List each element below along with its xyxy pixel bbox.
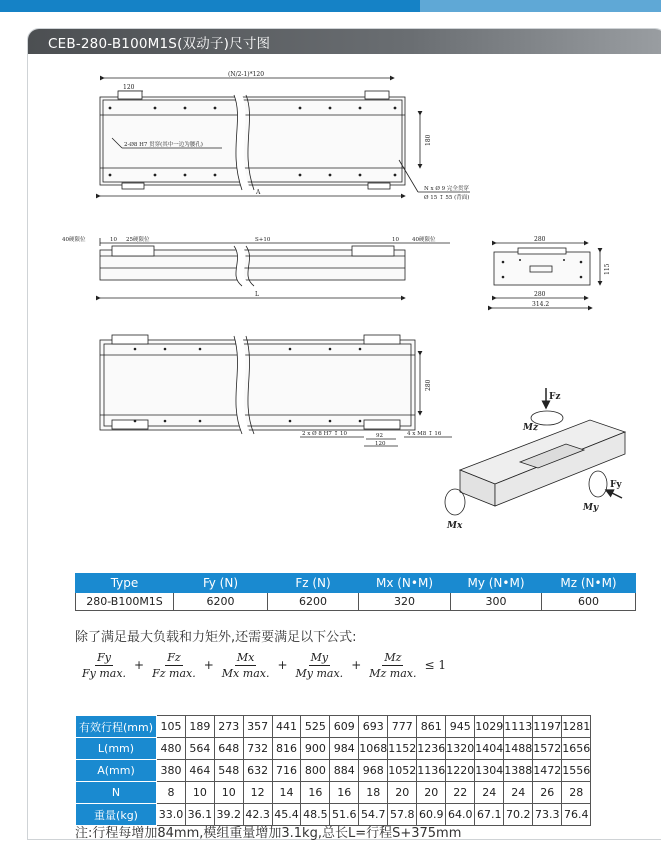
table-cell: 1388: [504, 760, 533, 782]
table-cell: 67.1: [475, 804, 504, 826]
table-cell: 70.2: [504, 804, 533, 826]
dim-115: 115: [604, 263, 611, 275]
table-cell: 45.4: [272, 804, 301, 826]
dim-L: L: [255, 291, 259, 298]
table-cell: 24: [475, 782, 504, 804]
formula-num: Fz: [167, 650, 181, 664]
table-cell: 48.5: [301, 804, 330, 826]
table-cell: 1068: [359, 738, 388, 760]
spec-header-fz: Fz (N): [268, 574, 359, 593]
spec-type: 280-B100M1S: [76, 593, 174, 611]
spec-header-mz: Mz (N•M): [542, 574, 636, 593]
table-row: [76, 738, 591, 760]
table-cell: 16: [330, 782, 359, 804]
formula-plus: +: [134, 658, 145, 672]
formula-plus: +: [203, 658, 214, 672]
table-cell: 12: [243, 782, 272, 804]
formula-plus: +: [351, 658, 362, 672]
label-fz: Fz: [549, 392, 561, 402]
table-cell: 441: [272, 716, 301, 738]
table-cell: 945: [446, 716, 475, 738]
row-label-stroke: 有效行程(mm): [76, 716, 157, 738]
load-spec-table: [75, 573, 636, 611]
table-cell: 1029: [475, 716, 504, 738]
table-cell: 1304: [475, 760, 504, 782]
hole-note: 2-Ø8 H7 贯穿(其中一边为腰孔): [124, 142, 203, 148]
formula-term: [80, 651, 128, 680]
table-cell: 76.4: [562, 804, 591, 826]
table-cell: 10: [214, 782, 243, 804]
table-cell: 57.8: [388, 804, 417, 826]
table-cell: 1320: [446, 738, 475, 760]
through-note-2: Ø 15 ↧ 55 (背面): [424, 195, 470, 201]
dim-280-bottom-view: 280: [425, 379, 432, 391]
table-cell: 609: [330, 716, 359, 738]
end-view: [492, 236, 611, 308]
pin-note: 2 x Ø 8 H7 ↧ 10: [302, 431, 348, 437]
spec-header-my: My (N•M): [451, 574, 542, 593]
formula-den: Mx max.: [221, 666, 270, 680]
table-cell: 73.3: [533, 804, 562, 826]
table-cell: 10: [185, 782, 214, 804]
table-cell: 8: [157, 782, 186, 804]
table-cell: 632: [243, 760, 272, 782]
row-label-a: A(mm): [76, 760, 157, 782]
dim-10-left: 10: [110, 237, 117, 243]
formula-num: My: [310, 650, 329, 664]
table-cell: 1197: [533, 716, 562, 738]
formula-relation: ≤ 1: [424, 658, 447, 672]
soft-limit-left: 25硬限位: [126, 237, 150, 243]
footnote: 注:行程每增加84mm,模组重量增加3.1kg,总长L=行程S+375mm: [75, 826, 462, 841]
table-cell: 1472: [533, 760, 562, 782]
table-cell: 816: [272, 738, 301, 760]
spec-my: 300: [451, 593, 542, 611]
spec-header-row: [76, 574, 636, 593]
table-cell: 14: [272, 782, 301, 804]
formula-den: Fz max.: [152, 666, 196, 680]
table-cell: 968: [359, 760, 388, 782]
bottom-view: [100, 335, 452, 447]
table-cell: 1404: [475, 738, 504, 760]
dim-120-bottom: 120: [375, 441, 386, 447]
table-cell: 60.9: [417, 804, 446, 826]
formula-num: Mx: [236, 650, 255, 664]
table-row: [76, 760, 591, 782]
formula-plus: +: [277, 658, 288, 672]
stroke-table: [75, 715, 591, 826]
table-cell: 26: [533, 782, 562, 804]
thread-note: 4 x M8 ↧ 16: [407, 431, 442, 437]
table-cell: 1052: [388, 760, 417, 782]
table-cell: 1136: [417, 760, 446, 782]
table-cell: 564: [185, 738, 214, 760]
table-cell: 732: [243, 738, 272, 760]
table-cell: 480: [157, 738, 186, 760]
table-cell: 357: [243, 716, 272, 738]
table-cell: 800: [301, 760, 330, 782]
table-cell: 1281: [562, 716, 591, 738]
row-label-weight: 重量(kg): [76, 804, 157, 826]
table-cell: 54.7: [359, 804, 388, 826]
label-mz: Mz: [523, 423, 539, 433]
table-cell: 64.0: [446, 804, 475, 826]
label-my: My: [583, 503, 599, 513]
dim-280-bottom: 280: [534, 291, 546, 298]
table-cell: 693: [359, 716, 388, 738]
table-cell: 861: [417, 716, 446, 738]
table-cell: 1488: [504, 738, 533, 760]
table-cell: 36.1: [185, 804, 214, 826]
table-cell: 105: [157, 716, 186, 738]
dim-314: 314.2: [532, 301, 550, 308]
table-cell: 777: [388, 716, 417, 738]
limit-left: 40硬限位: [62, 237, 86, 243]
iso-view: [445, 388, 625, 531]
spec-mz: 600: [542, 593, 636, 611]
table-cell: 1236: [417, 738, 446, 760]
row-label-n: N: [76, 782, 157, 804]
dim-120-top: 120: [123, 84, 135, 91]
table-cell: 20: [388, 782, 417, 804]
table-cell: 900: [301, 738, 330, 760]
through-note-1: N x Ø 9 完全贯穿: [424, 186, 469, 192]
table-cell: 884: [330, 760, 359, 782]
dim-92: 92: [376, 433, 383, 439]
side-view: [62, 235, 450, 298]
table-cell: 39.2: [214, 804, 243, 826]
table-cell: 464: [185, 760, 214, 782]
dim-A: A: [256, 189, 261, 196]
dim-10-right: 10: [392, 237, 399, 243]
table-cell: 380: [157, 760, 186, 782]
table-cell: 189: [185, 716, 214, 738]
formula-num: Fy: [97, 650, 111, 664]
dim-280-top: 280: [534, 236, 546, 243]
table-cell: 28: [562, 782, 591, 804]
dim-180: 180: [425, 134, 432, 146]
table-cell: 1220: [446, 760, 475, 782]
table-cell: 20: [417, 782, 446, 804]
table-cell: 273: [214, 716, 243, 738]
table-cell: 51.6: [330, 804, 359, 826]
table-cell: 1572: [533, 738, 562, 760]
table-cell: 16: [301, 782, 330, 804]
spec-header-type: Type: [76, 574, 174, 593]
table-cell: 1113: [504, 716, 533, 738]
table-cell: 1152: [388, 738, 417, 760]
spec-header-fy: Fy (N): [174, 574, 268, 593]
table-row: [76, 782, 591, 804]
requirement-text: 除了满足最大负载和力矩外,还需要满足以下公式:: [75, 630, 357, 645]
formula-den: Mz max.: [369, 666, 417, 680]
table-row: [76, 716, 591, 738]
table-cell: 1556: [562, 760, 591, 782]
table-row: [76, 593, 636, 611]
table-cell: 525: [301, 716, 330, 738]
table-cell: 42.3: [243, 804, 272, 826]
table-cell: 33.0: [157, 804, 186, 826]
spec-fz: 6200: [268, 593, 359, 611]
formula-num: Mz: [384, 650, 402, 664]
formula-term: [150, 651, 198, 680]
table-cell: 716: [272, 760, 301, 782]
formula-term: [367, 651, 418, 680]
limit-right: 40硬限位: [412, 237, 436, 243]
table-cell: 984: [330, 738, 359, 760]
stroke-label: S+10: [255, 237, 271, 243]
top-view: [100, 71, 470, 201]
table-cell: 18: [359, 782, 388, 804]
table-cell: 548: [214, 760, 243, 782]
spec-header-mx: Mx (N•M): [359, 574, 451, 593]
formula-term: [294, 651, 346, 680]
table-cell: 648: [214, 738, 243, 760]
formula-den: Fy max.: [82, 666, 127, 680]
spec-fy: 6200: [174, 593, 268, 611]
label-mx: Mx: [447, 521, 463, 531]
label-fy: Fy: [610, 480, 622, 490]
card-title: CEB-280-B100M1S(双动子)尺寸图: [48, 36, 271, 52]
table-cell: 22: [446, 782, 475, 804]
formula-den: My max.: [295, 666, 344, 680]
formula-term: [220, 651, 272, 680]
spec-mx: 320: [359, 593, 451, 611]
load-formula: [78, 648, 450, 682]
dim-pitch: (N/2-1)*120: [228, 71, 265, 78]
row-label-length: L(mm): [76, 738, 157, 760]
table-cell: 24: [504, 782, 533, 804]
table-cell: 1656: [562, 738, 591, 760]
